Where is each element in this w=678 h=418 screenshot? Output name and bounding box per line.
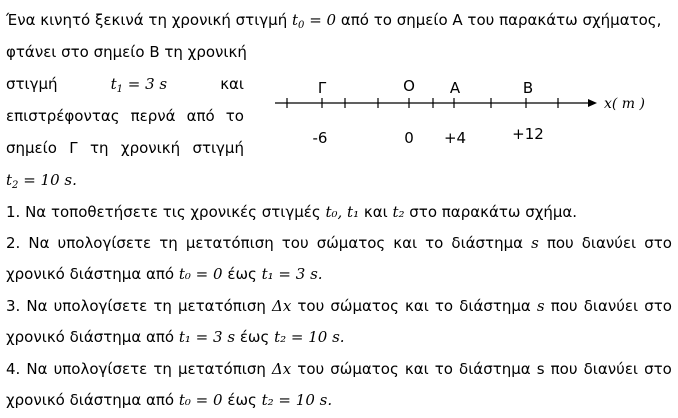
text-span: = 0 (309, 11, 337, 29)
question-4-line-2 (6, 390, 332, 410)
text-span: υπολογίσετε (57, 234, 152, 252)
text-span: s (536, 297, 545, 315)
text-span: που (550, 360, 578, 378)
text-span: σώματος (330, 360, 399, 378)
text-span: και (404, 297, 429, 315)
text-span: = 3 s (127, 75, 168, 93)
text-span: τη (153, 297, 172, 315)
text-span: t₂ = 10 s. (274, 328, 345, 346)
point-value-origin: 0 (404, 129, 414, 147)
point-letter-b: Β (522, 79, 534, 97)
text-span: t₂ = 10 s. (261, 391, 333, 409)
text-span: στο (644, 234, 672, 252)
text-span: Γ (69, 139, 78, 157)
axis-arrowhead (588, 99, 597, 107)
text-span: υπολογίσετε (53, 297, 148, 315)
text-span: t₁ = 3 s (178, 328, 236, 346)
text-span: και (363, 203, 388, 221)
text-span: Δx (272, 297, 292, 315)
text-span: διάστημα (451, 234, 524, 252)
text-span: διανύει (581, 234, 637, 252)
text-span: = 10 s. (23, 171, 77, 189)
text-span: τη (90, 139, 109, 157)
question-2-line-2 (6, 264, 323, 284)
text-span: Δx (271, 360, 292, 378)
text-span: t (292, 11, 299, 29)
text-span: t (6, 171, 13, 189)
text-span: 2. (6, 234, 21, 252)
intro-line-2: φτάνει στο σημείο Β τη χρονική (6, 43, 247, 61)
text-span: μετατόπιση (185, 234, 274, 252)
intro-text: Ένα κινητό ξεκινά τη χρονική στιγμή (6, 11, 288, 29)
text-span: 2 (12, 180, 19, 191)
text-span: s (536, 360, 545, 378)
axis-unit-label: x( m ) (604, 96, 645, 112)
text-span: περνά (130, 107, 176, 125)
point-value-a: +4 (443, 129, 467, 147)
text-span: στο (644, 297, 672, 315)
text-span: το (434, 360, 453, 378)
text-span: του (281, 234, 309, 252)
text-span: 3. (6, 297, 21, 315)
text-span: διανύει (583, 297, 639, 315)
text-span: στιγμή (192, 139, 244, 157)
point-letter-origin: Ο (403, 77, 415, 95)
position-axis-diagram (0, 0, 678, 200)
question-1 (6, 202, 577, 222)
question-3-line-1 (6, 296, 672, 316)
text-span: και (220, 75, 244, 93)
text-span: που (550, 297, 578, 315)
text-span: στο παρακάτω σχήμα. (409, 203, 578, 221)
point-letter-a: Α (449, 79, 461, 97)
text-span: s (531, 234, 539, 252)
text-span: έως (227, 391, 257, 409)
text-span: τη (153, 360, 172, 378)
text-span: το (425, 234, 444, 252)
text-span: χρονικό διάστημα από (6, 265, 175, 283)
text-span: t₀ = 0 (178, 391, 223, 409)
text-span: του (297, 297, 325, 315)
text-span: σημείο (6, 139, 57, 157)
text-span: χρονικό διάστημα από (6, 391, 175, 409)
point-value-gamma: -6 (312, 129, 328, 147)
text-span: 1 (116, 84, 123, 95)
text-span: μετατόπιση (177, 360, 266, 378)
point-letter-gamma: Γ (317, 79, 327, 97)
point-value-b: +12 (512, 125, 544, 143)
text-span: έως (227, 265, 257, 283)
text-span: 1. Να τοποθετήσετε τις χρονικές στιγμές (6, 203, 321, 221)
text-span: στο (644, 360, 672, 378)
question-4-line-1 (6, 359, 672, 379)
text-span: 0 (298, 20, 305, 31)
text-span: που (546, 234, 574, 252)
text-span: t₂ (392, 203, 405, 221)
question-3-line-2 (6, 327, 345, 347)
text-span: και (393, 234, 418, 252)
text-span: επιστρέφοντας (6, 107, 120, 125)
text-span: Να (28, 234, 50, 252)
text-span: t₀ = 0 (178, 265, 223, 283)
text-span: μετατόπιση (178, 297, 266, 315)
text-span: σώματος (330, 297, 399, 315)
text-span: t (110, 75, 117, 93)
text-span: έως (239, 328, 270, 346)
text-span: 4. (6, 360, 21, 378)
text-span: Να (26, 297, 48, 315)
text-span: Να (26, 360, 48, 378)
text-span: το (434, 297, 454, 315)
text-span: t₁ = 3 s. (261, 265, 323, 283)
text-span: t₀, t₁ (325, 203, 360, 221)
text-span: το (225, 107, 244, 125)
text-span: υπολογίσετε (53, 360, 148, 378)
text-span: και (404, 360, 429, 378)
text-span: χρονική (120, 139, 181, 157)
text-span: τη (159, 234, 178, 252)
text-span: στιγμή (6, 75, 58, 93)
text-span: από (186, 107, 215, 125)
question-2-line-1 (6, 233, 672, 253)
text-span: σώματος (316, 234, 386, 252)
text-span: χρονικό διάστημα από (6, 328, 175, 346)
text-span: του (297, 360, 325, 378)
text-span: διανύει (583, 360, 639, 378)
text-span: διάστημα (459, 297, 531, 315)
text-span: διάστημα (459, 360, 531, 378)
intro-text: από το σημείο Α του παρακάτω σχήματος, (340, 11, 662, 29)
